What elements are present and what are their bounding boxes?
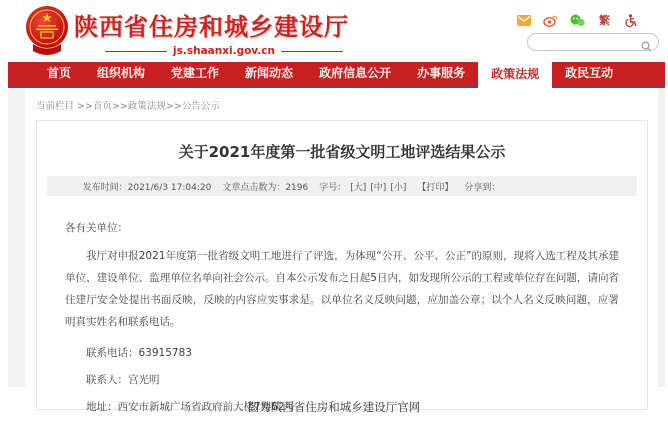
weibo-icon[interactable] xyxy=(543,14,558,27)
nav-item-party-building[interactable]: 党建工作 xyxy=(171,66,220,80)
nav-item-home[interactable]: 首页 xyxy=(47,66,72,80)
left-gutter xyxy=(8,88,25,387)
contact-person: 联系人：宫光明 xyxy=(86,374,160,386)
nav-item-info-disclosure[interactable]: 政府信息公开 xyxy=(319,66,392,80)
right-gutter xyxy=(658,88,665,387)
print-button[interactable]: 【打印】 xyxy=(417,182,454,193)
share-label[interactable]: 分享到： xyxy=(464,182,501,193)
breadcrumb xyxy=(36,98,220,112)
mail-icon[interactable] xyxy=(516,14,531,27)
contact-address: 地址：西安市新城广场省政府前大楼7楼62号 xyxy=(86,401,296,413)
nav-item-news[interactable]: 新闻动态 xyxy=(245,66,294,80)
font-size-small-button[interactable]: [小] xyxy=(390,182,407,193)
national-emblem-logo[interactable] xyxy=(24,5,70,59)
breadcrumb-separator: >> xyxy=(165,101,182,112)
search-input[interactable] xyxy=(536,35,636,49)
article-panel xyxy=(36,120,648,413)
breadcrumb-policies[interactable]: 政策法规 xyxy=(127,101,166,112)
domain-divider-line xyxy=(281,51,343,52)
main-nav xyxy=(8,62,665,88)
click-count: 文章点击数为：2196 xyxy=(222,182,309,193)
salutation: 各有关单位： xyxy=(65,222,128,234)
domain-divider-line xyxy=(105,51,167,52)
nav-item-services[interactable]: 办事服务 xyxy=(417,66,466,80)
nav-items xyxy=(8,62,665,85)
header-icon-row xyxy=(516,13,639,28)
site-domain: js.shaanxi.gov.cn xyxy=(173,45,275,57)
breadcrumb-announcements[interactable]: 公告公示 xyxy=(181,101,220,112)
traditional-chinese-toggle[interactable]: 繁 xyxy=(599,14,610,27)
search-box xyxy=(527,33,659,51)
font-size-medium-button[interactable]: [中] xyxy=(370,182,387,193)
contact-phone: 联系电话：63915783 xyxy=(86,347,192,359)
nav-item-organization[interactable]: 组织机构 xyxy=(97,66,146,80)
article-paragraph: 我厅对申报2021年度第一批省级文明工地进行了评选，为体现“公开、公平、公正”的原则，现将入选工程及其承建单位、建设单位、监理单位名单向社会公示。自本公示发布之日起5日内，如发现所公示的工程或单位存在问题，请向省住建厅安全处提出书面反映，反映的内容应实事求是。以单位名义反映问题，应加盖公章；以个人名义反映问题，应署明真实姓名和联系电话。 xyxy=(65,250,619,328)
breadcrumb-label: 当前栏目 >> xyxy=(36,101,93,112)
site-domain-row xyxy=(74,45,374,57)
font-size-label: 字号： xyxy=(319,182,347,193)
font-size-large-button[interactable]: [大] xyxy=(350,182,367,193)
breadcrumb-separator: >> xyxy=(111,101,128,112)
site-header xyxy=(8,0,665,62)
image-caption: 图为陕西省住房和城乡建设厅官网 xyxy=(247,400,421,414)
article-body xyxy=(37,220,647,414)
publish-time: 发布时间：2021/6/3 17:04:20 xyxy=(82,182,212,193)
article-title: 关于2021年度第一批省级文明工地评选结果公示 xyxy=(178,143,506,161)
breadcrumb-home[interactable]: 首页 xyxy=(92,101,112,112)
nav-item-policies-active[interactable]: 政策法规 xyxy=(478,62,552,88)
site-title: 陕西省住房和城乡建设厅 xyxy=(74,13,349,41)
article-meta-bar xyxy=(47,176,637,196)
accessibility-icon[interactable] xyxy=(624,14,639,27)
wechat-icon[interactable] xyxy=(570,14,585,27)
site-branding xyxy=(74,7,374,57)
search-icon[interactable] xyxy=(641,37,652,56)
nav-item-interaction[interactable]: 政民互动 xyxy=(565,66,614,80)
